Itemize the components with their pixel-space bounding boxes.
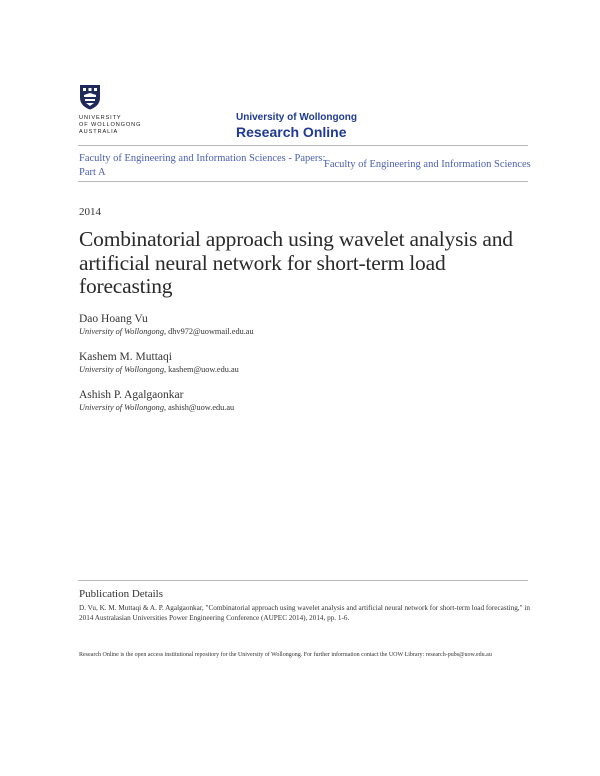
publication-divider [78, 580, 528, 581]
crest-icon [79, 84, 101, 110]
author-institution: University of Wollongong [79, 327, 164, 336]
author-affiliation [79, 364, 239, 375]
author-name: Dao Hoang Vu [79, 313, 148, 325]
publication-year: 2014 [79, 206, 101, 218]
collection-link-papers-part-a[interactable]: Faculty of Engineering and Information Sciences - Papers: Part A [79, 153, 326, 178]
repository-footnote: Research Online is the open access institutional repository for the University of Wollongong. For further information contact the UOW Library: research-pubs@uow.edu.au [79, 652, 492, 658]
logo-text-line1: UNIVERSITY [79, 115, 122, 121]
author-name: Kashem M. Muttaqi [79, 351, 172, 363]
publication-details-text: D. Vu, K. M. Muttaqi & A. P. Agalgaonkar, "Combinatorial approach using wavelet analysis and artificial neural network for short-term load forecasting," in 2014 Australasian Universities Power Engineering Conference (AUPEC 2014), 2014, pp. 1-6. [79, 604, 530, 622]
author-email: , kashem@uow.edu.au [163, 365, 239, 374]
author-entry [79, 388, 234, 413]
author-institution: University of Wollongong [79, 403, 164, 412]
collection-link-faculty[interactable]: Faculty of Engineering and Information Sciences [324, 159, 531, 170]
author-institution: University of Wollongong [79, 365, 164, 374]
logo-text-line3: AUSTRALIA [79, 129, 119, 135]
author-affiliation [79, 326, 254, 337]
header-divider-bottom [78, 181, 528, 182]
author-affiliation [79, 402, 234, 413]
paper-title: Combinatorial approach using wavelet analysis and artificial neural network for short-term load forecasting [79, 227, 513, 298]
university-logo [79, 84, 147, 136]
logo-text-line2: OF WOLLONGONG [79, 122, 142, 128]
author-entry [79, 312, 254, 337]
author-name: Ashish P. Agalgaonkar [79, 389, 184, 401]
repository-university-link[interactable]: University of Wollongong [236, 112, 357, 123]
author-entry [79, 350, 239, 375]
repository-header [236, 111, 357, 141]
header-divider-top [78, 145, 528, 146]
repository-name-link[interactable]: Research Online [236, 124, 347, 140]
author-email: , dhv972@uowmail.edu.au [163, 327, 254, 336]
author-email: , ashish@uow.edu.au [163, 403, 235, 412]
publication-details-heading: Publication Details [79, 588, 164, 600]
